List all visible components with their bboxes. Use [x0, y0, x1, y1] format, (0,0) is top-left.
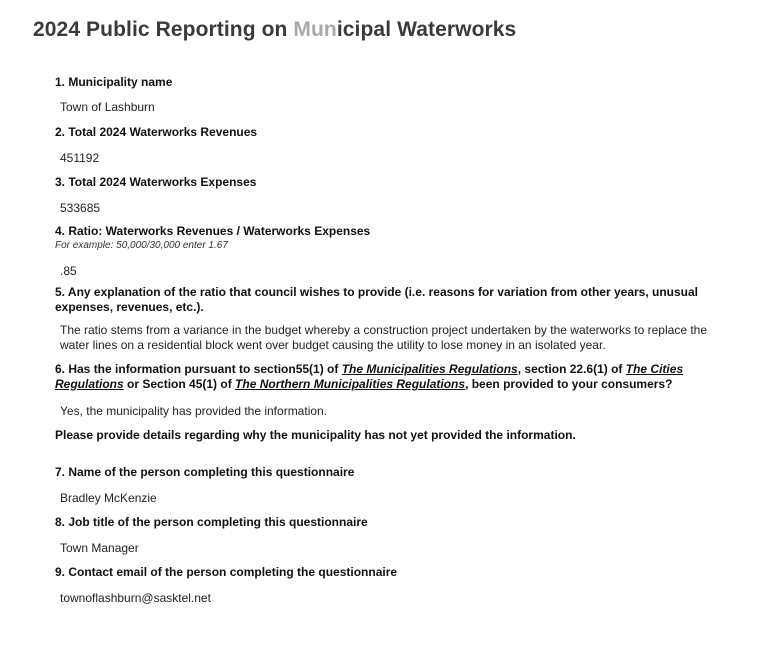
question-6-answer: Yes, the municipality has provided the information.: [60, 404, 328, 418]
question-6-label: [55, 362, 735, 392]
question-6-mid2: or Section 45(1) of: [123, 377, 236, 391]
question-8-answer: Town Manager: [60, 541, 139, 555]
question-1-answer: Town of Lashburn: [60, 100, 155, 114]
question-3-label: 3. Total 2024 Waterworks Expenses: [55, 175, 257, 189]
question-5-label: 5. Any explanation of the ratio that council wishes to provide (i.e. reasons for variation from other years, unusual expenses, revenues, etc.).: [55, 285, 699, 314]
question-4-hint: For example: 50,000/30,000 enter 1.67: [55, 240, 228, 251]
question-7-answer: Bradley McKenzie: [60, 491, 157, 505]
page-title-part3: icipal Waterworks: [336, 18, 517, 41]
question-4-label: 4. Ratio: Waterworks Revenues / Waterworks Expenses: [55, 224, 371, 238]
question-6-ref-municipalities: The Municipalities Regulations: [341, 362, 518, 376]
question-7-label: 7. Name of the person completing this questionnaire: [55, 465, 355, 479]
page-title: [33, 18, 516, 42]
question-5-answer: The ratio stems from a variance in the budget whereby a construction project undertaken by the waterworks to replace the water lines on a residential block went over budget causing the utility to lose money in an isolated year.: [60, 323, 708, 352]
question-6-followup: Please provide details regarding why the municipality has not yet provided the information.: [55, 428, 576, 442]
question-6-suffix: , been provided to your consumers?: [465, 377, 673, 391]
question-9-answer: townoflashburn@sasktel.net: [60, 591, 211, 605]
question-3-answer: 533685: [60, 201, 101, 215]
question-1-label: 1. Municipality name: [55, 75, 173, 89]
question-6-mid1: , section 22.6(1) of: [517, 362, 626, 376]
page-title-part1: 2024 Public Reporting on: [33, 18, 294, 41]
page-title-part2: Mun: [293, 18, 337, 41]
question-8-label: 8. Job title of the person completing this questionnaire: [55, 515, 368, 529]
question-6-ref-northern: The Northern Municipalities Regulations: [235, 377, 466, 391]
question-2-label: 2. Total 2024 Waterworks Revenues: [55, 125, 258, 139]
question-6-prefix: 6. Has the information pursuant to section55(1) of: [55, 362, 342, 376]
question-4-answer: .85: [60, 264, 77, 278]
question-6-ref-cities: The Cities Regulations: [55, 362, 684, 391]
question-2-answer: 451192: [60, 151, 100, 165]
question-9-label: 9. Contact email of the person completing the questionnaire: [55, 565, 398, 579]
